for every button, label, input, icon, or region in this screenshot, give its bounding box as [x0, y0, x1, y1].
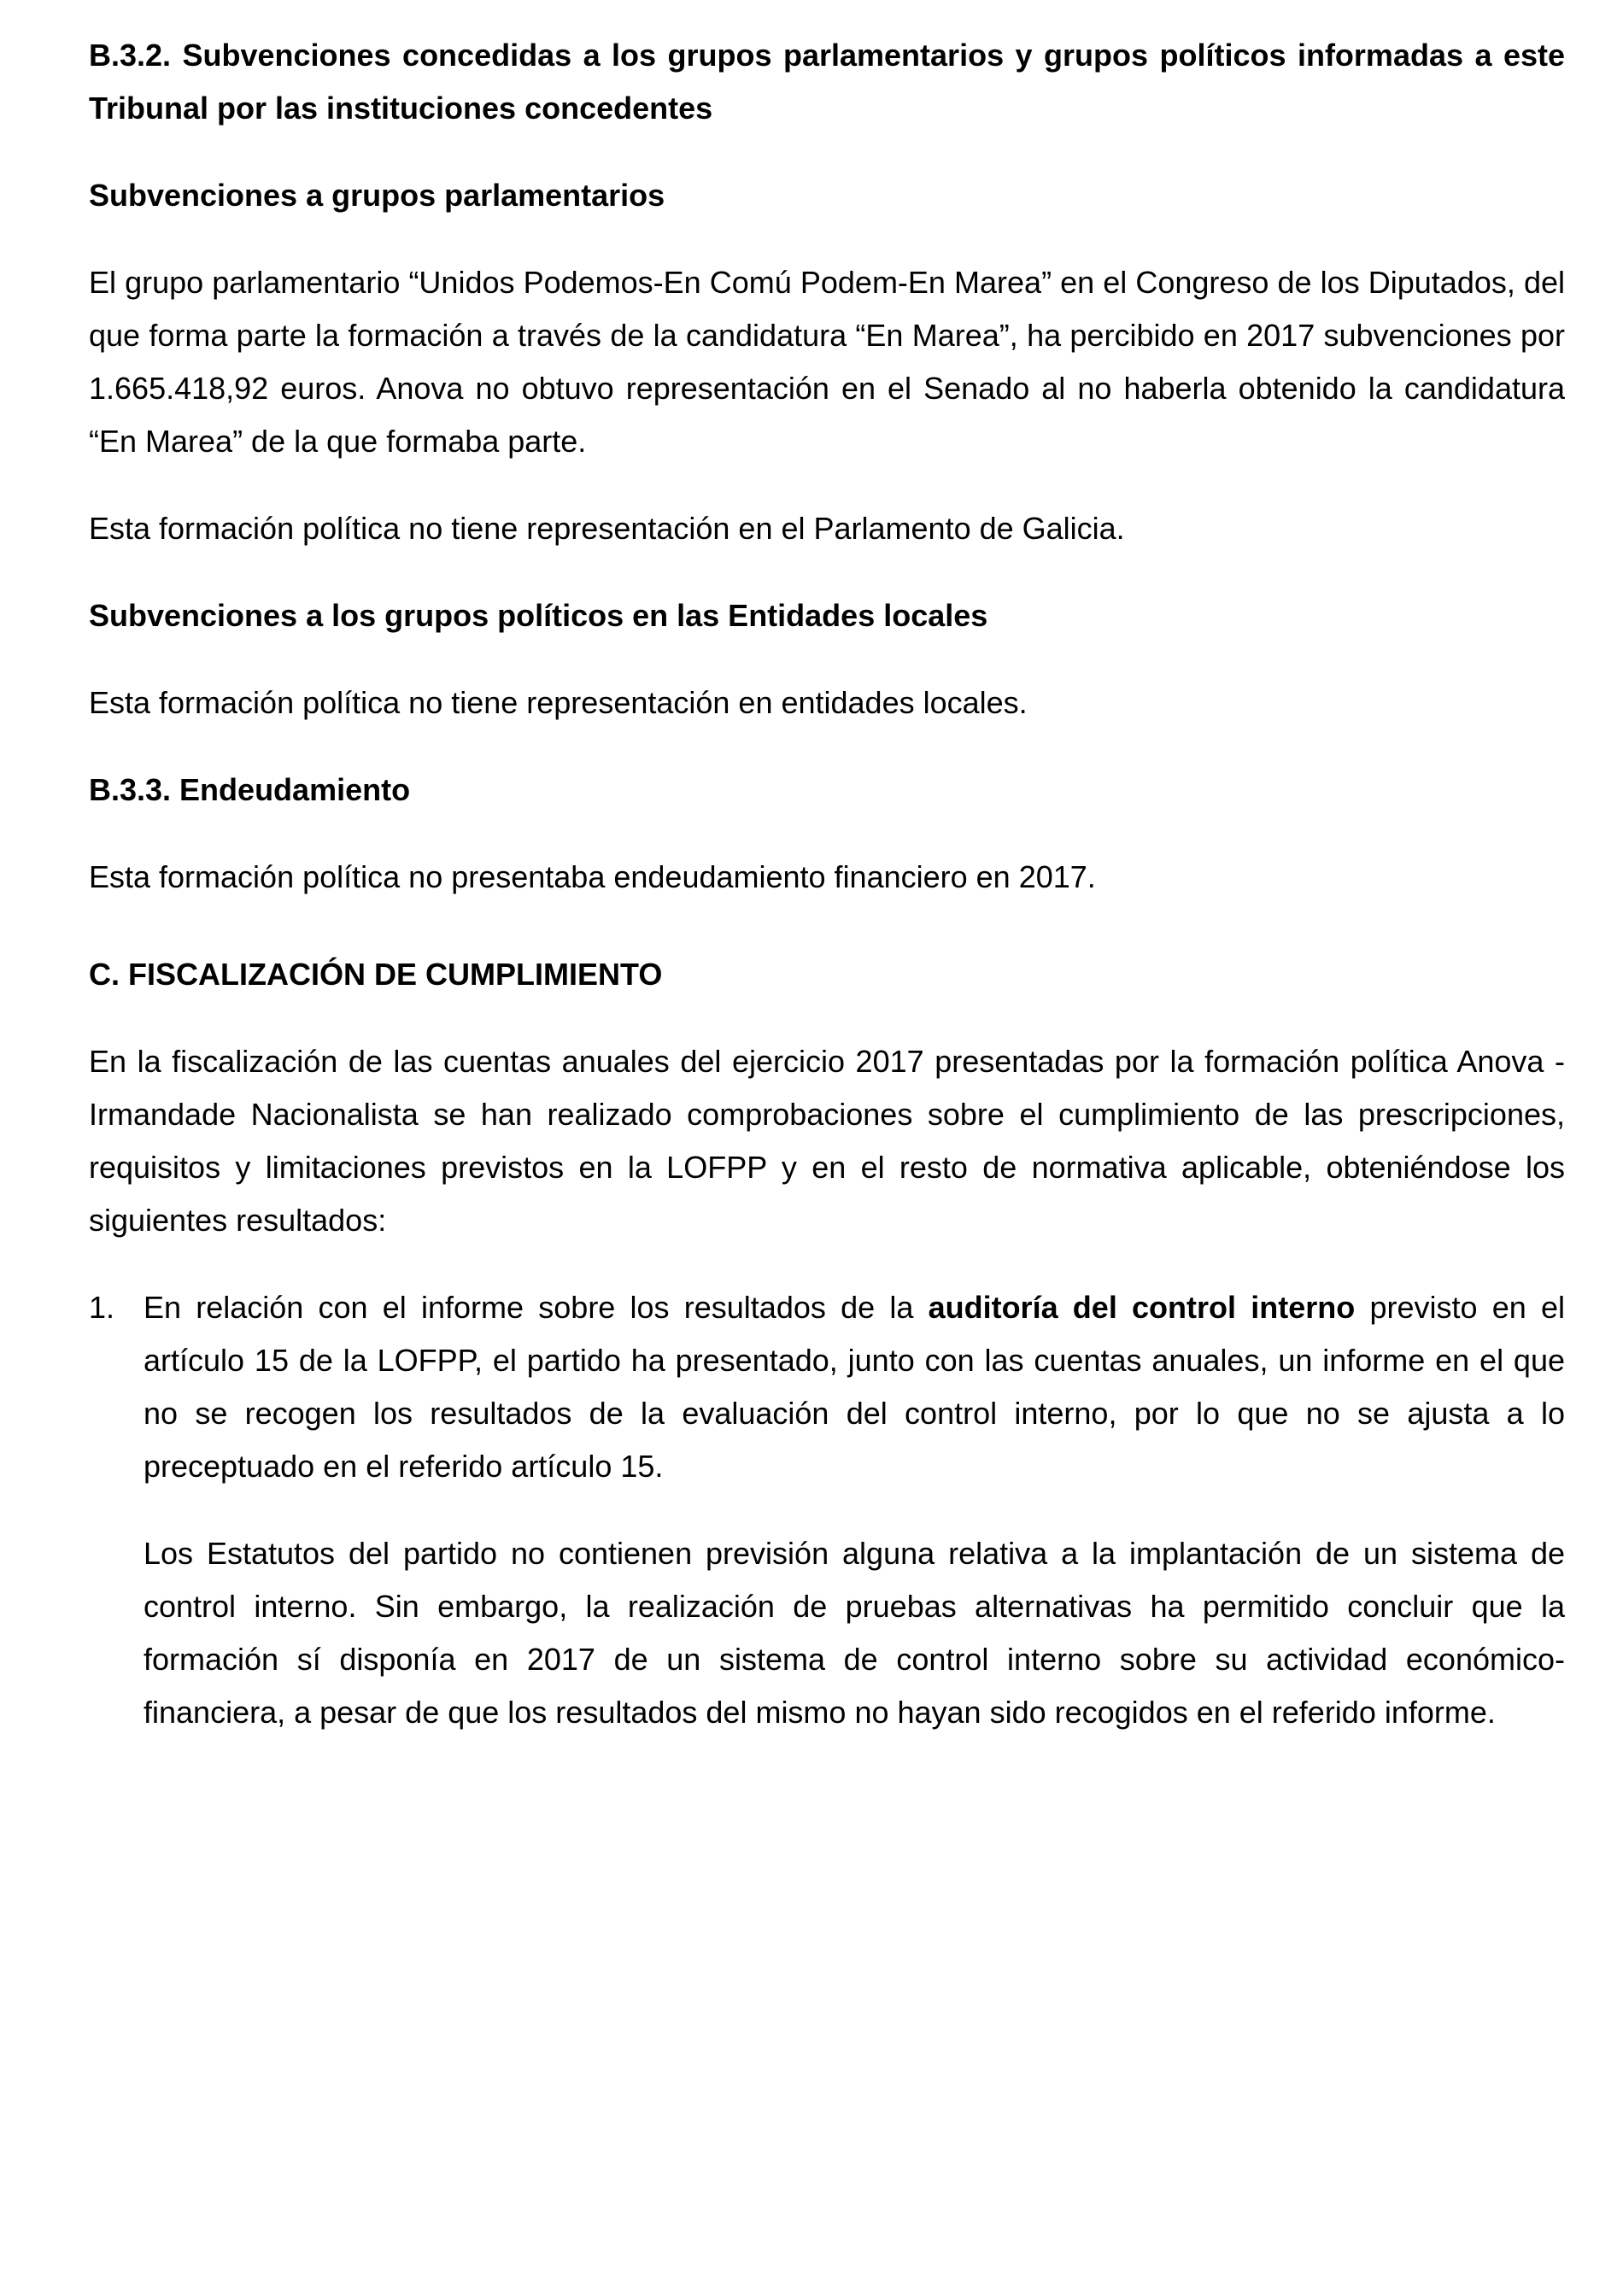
- grupos-parlamentarios-paragraph-1: El grupo parlamentario “Unidos Podemos-En Comú Podem-En Marea” en el Congreso de los Diputados, del que forma parte la formación a través de la candidatura “En Marea”, ha percibido en 2017 subvenciones por 1.665.418,92 euros. Anova no obtuvo representación en el Senado al no haberla obtenido la candidatura “En Marea” de la que formaba parte.: [89, 265, 1565, 459]
- list-item-1-text: [144, 1281, 1565, 1493]
- list-item-1-text-after: previsto en el artículo 15 de la LOFPP, el partido ha presentado, junto con las cuentas anuales, un informe en el que no se recogen los resultados de la evaluación del control interno, por lo que no se ajusta a lo preceptuado en el referido artículo 15.: [144, 1290, 1565, 1484]
- grupos-parlamentarios-paragraph-2: Esta formación política no tiene representación en el Parlamento de Galicia.: [89, 511, 1125, 546]
- list-item-1-bold-term: auditoría del control interno: [928, 1290, 1356, 1325]
- section-c-title: C. FISCALIZACIÓN DE CUMPLIMIENTO: [89, 957, 663, 992]
- endeudamiento-paragraph: Esta formación política no presentaba endeudamiento financiero en 2017.: [89, 859, 1096, 894]
- fiscalizacion-intro-paragraph: En la fiscalización de las cuentas anuales del ejercicio 2017 presentadas por la formación política Anova - Irmandade Nacionalista se han realizado comprobaciones sobre el cumplimiento de las prescripciones, requisitos y limitaciones previstos en la LOFPP y en el resto de normativa aplicable, obteniéndose los siguientes resultados:: [89, 1044, 1565, 1238]
- list-item-1-paragraph-2: Los Estatutos del partido no contienen previsión alguna relativa a la implantación de un sistema de control interno. Sin embargo, la realización de pruebas alternativas ha permitido concluir que la formación sí disponía en 2017 de un sistema de control interno sobre su actividad económico-financiera, a pesar de que los resultados del mismo no hayan sido recogidos en el referido informe.: [144, 1536, 1565, 1730]
- list-item-1-text-before: En relación con el informe sobre los resultados de la: [144, 1290, 929, 1325]
- section-entidades-locales-title: Subvenciones a los grupos políticos en las Entidades locales: [89, 598, 988, 633]
- section-b33-title: B.3.3. Endeudamiento: [89, 772, 411, 807]
- section-grupos-parlamentarios-title: Subvenciones a grupos parlamentarios: [89, 178, 665, 213]
- document-page: [89, 29, 1565, 1739]
- section-b32-title: B.3.2. Subvenciones concedidas a los grupos parlamentarios y grupos políticos informadas a este Tribunal por las instituciones concedentes: [89, 38, 1565, 126]
- entidades-locales-paragraph: Esta formación política no tiene representación en entidades locales.: [89, 685, 1028, 720]
- list-item-1: [89, 1281, 1565, 1493]
- list-item-number: 1.: [89, 1290, 115, 1325]
